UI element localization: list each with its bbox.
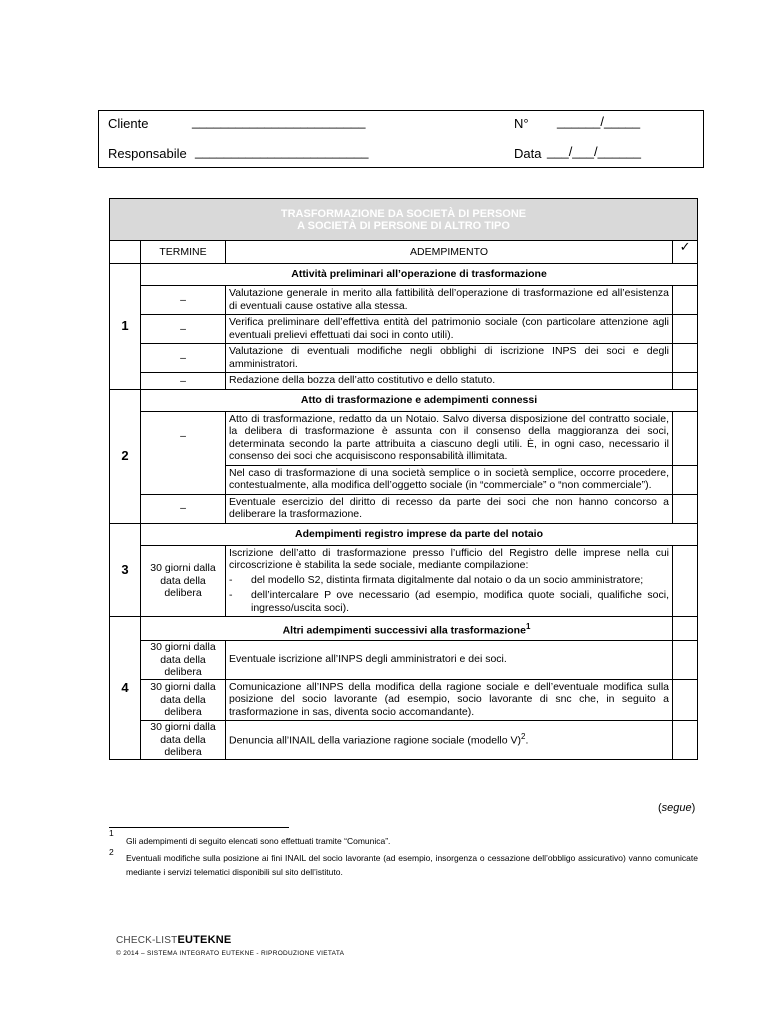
number-field[interactable]: ______/_____ [557, 114, 641, 129]
header-box [98, 110, 704, 168]
section-title: Attività preliminari all’operazione di trasformazione [141, 264, 698, 286]
footnote-number: 1 [109, 828, 114, 838]
table-row [110, 344, 698, 373]
term-cell: – [141, 373, 226, 390]
client-label: Cliente [108, 116, 149, 131]
section-number: 3 [110, 523, 141, 617]
check-cell[interactable] [673, 286, 698, 315]
task-cell: Valutazione di eventuali modifiche negli obblighi di iscrizione INPS dei soci e degli amministratori. [226, 344, 673, 373]
section-title: Atto di trasformazione e adempimenti connessi [141, 389, 698, 411]
responsible-label: Responsabile [108, 146, 187, 161]
responsible-field[interactable]: ________________________ [195, 144, 369, 159]
table-row [110, 679, 698, 721]
term-cell: – [141, 286, 226, 315]
task-cell: Denuncia all’INAIL della variazione ragione sociale (modello V)$^2$. [226, 721, 673, 760]
task-cell: Nel caso di trasformazione di una società semplice o in società semplice, occorre procedere, contestualmente, alla modifica dell’oggetto sociale (in “commerciale” o “non commerciale”). [226, 465, 673, 494]
task-cell: Eventuale iscrizione all’INPS degli amministratori e dei soci. [226, 641, 673, 680]
table-row [110, 721, 698, 760]
checklist-table [109, 198, 698, 760]
client-field[interactable]: ________________________ [192, 114, 366, 129]
table-row [110, 373, 698, 390]
task-cell: Eventuale esercizio del diritto di recesso da parte dei soci che non hanno concorso a deliberare la trasformazione. [226, 494, 673, 523]
footnote-number: 2 [109, 847, 114, 857]
task-cell: Comunicazione all’INPS della modifica della ragione sociale e dell’eventuale modifica sulla posizione del socio lavorante (ad esempio, socio lavorante di snc che, in seguito a trasformazione in sas, diventa socio accomandante). [226, 679, 673, 721]
table-row [110, 411, 698, 465]
term-cell: – [141, 411, 226, 494]
check-cell[interactable] [673, 545, 698, 617]
table-title: TRASFORMAZIONE DA SOCIETÀ DI PERSONE A SOCIETÀ DI PERSONE DI ALTRO TIPO [110, 199, 698, 241]
copyright: © 2014 – SISTEMA INTEGRATO EUTEKNE - RIPRODUZIONE VIETATA [116, 950, 345, 957]
brand-logo: CHECK-LISTEUTEKNE [116, 934, 232, 946]
check-cell[interactable] [673, 373, 698, 390]
bullet-item: - dell’intercalare P ove necessario (ad esempio, modifica quote sociali, qualifiche soci, ingresso/uscita soci). [229, 589, 669, 614]
footnote-text: Gli adempimenti di seguito elencati sono effettuati tramite “Comunica”. [126, 836, 391, 846]
check-cell[interactable] [673, 721, 698, 760]
column-header-check: ✓ [673, 241, 698, 264]
check-cell[interactable] [673, 411, 698, 465]
term-cell: 30 giorni dalla data della delibera [141, 679, 226, 721]
section-title: Adempimenti registro imprese da parte del notaio [141, 523, 698, 545]
term-cell: – [141, 344, 226, 373]
check-cell[interactable] [673, 465, 698, 494]
date-label: Data [514, 146, 542, 161]
section-number: 1 [110, 264, 141, 390]
section-number: 4 [110, 617, 141, 760]
continued-note: (segue) [658, 802, 696, 814]
table-row [110, 641, 698, 680]
task-cell: Valutazione generale in merito alla fattibilità dell’operazione di trasformazione ed all’esistenza di eventuali cause ostative alla stessa. [226, 286, 673, 315]
table-row [110, 286, 698, 315]
footnote-text: Eventuali modifiche sulla posizione ai fini INAIL del socio lavorante (ad esempio, insorgenza o cessazione dell’obbligo assicurativo) vanno comunicate mediante i servizi telematici disponibili sul sito dell’istituto. [126, 853, 698, 877]
table-row [110, 315, 698, 344]
column-header-task: ADEMPIMENTO [226, 241, 673, 264]
term-cell: 30 giorni dalla data della delibera [141, 721, 226, 760]
section-number: 2 [110, 389, 141, 523]
bullet-item: - del modello S2, distinta firmata digitalmente dal notaio o da un socio amministratore; [229, 573, 644, 586]
task-cell: Atto di trasformazione, redatto da un Notaio. Salvo diversa disposizione del contratto sociale, la delibera di trasformazione è assunta con il consenso della maggioranza dei soci, determinata secondo la parte attribuita a ciascuno degli utili. È, in ogni caso, necessario il consenso dei soci che acquisiscono responsabilità illimitata. [226, 411, 673, 465]
column-header-term: TERMINE [141, 241, 226, 264]
check-cell[interactable] [673, 641, 698, 680]
footnote-divider [109, 827, 289, 828]
check-cell[interactable] [673, 494, 698, 523]
table-row [110, 494, 698, 523]
task-cell: Redazione della bozza dell’atto costitutivo e dello statuto. [226, 373, 673, 390]
check-cell[interactable] [673, 315, 698, 344]
term-cell: – [141, 315, 226, 344]
table-row [110, 545, 698, 617]
section-title: Altri adempimenti successivi alla trasformazione$^1$ [141, 617, 673, 641]
check-cell[interactable] [673, 679, 698, 721]
date-field[interactable]: ___/___/______ [547, 144, 641, 159]
check-cell[interactable] [673, 617, 698, 641]
check-cell[interactable] [673, 344, 698, 373]
term-cell: 30 giorni dalla data della delibera [141, 545, 226, 617]
term-cell: 30 giorni dalla data della delibera [141, 641, 226, 680]
number-label: N° [514, 116, 529, 131]
task-cell: Verifica preliminare dell’effettiva entità del patrimonio sociale (con particolare attenzione agli eventuali prelievi effettuati dai soci in conto utili). [226, 315, 673, 344]
task-cell: Iscrizione dell’atto di trasformazione presso l’ufficio del Registro delle imprese nella cui circoscrizione è stabilita la sede sociale, mediante compilazione: - del modello S2, distinta firmata digitalmente dal notaio o da un socio amministratore; - dell’intercalare P ove necessario (ad esempio, modifica quote sociali, qualifiche soci, ingresso/uscita soci). [226, 545, 673, 617]
term-cell: – [141, 494, 226, 523]
